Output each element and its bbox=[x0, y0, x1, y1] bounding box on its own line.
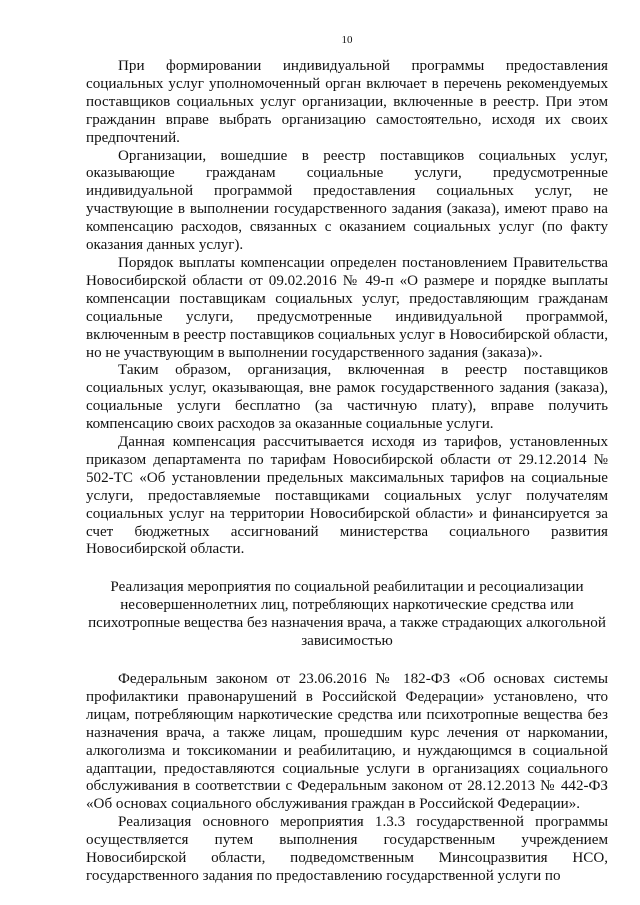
section-heading bbox=[86, 579, 608, 651]
paragraph-program-implementation: Реализация основного мероприятия 1.3.3 государственной программы осуществляется путем выполнения государственным учреждением Новосибирской области, подведомственным Минсоцразвития НСО, государственного задания по предоставлению государственной услуги по bbox=[86, 814, 608, 884]
paragraph-compensation-procedure: Порядок выплаты компенсации определен постановлением Правительства Новосибирской области от 09.02.2016 № 49-п «О размере и порядке выплаты компенсации поставщикам социальных услуг, предоставляющим гражданам социальные услуги, предусмотренные индивидуальной программой, включенным в реестр поставщиков социальных услуг в Новосибирской области, но не участвующим в выполнении государственного задания (заказа)». bbox=[86, 254, 608, 361]
section-heading-line: Реализация мероприятия по социальной реабилитации и ресоциализации bbox=[110, 579, 584, 596]
section-heading-line: несовершеннолетних лиц, потребляющих наркотические средства или bbox=[120, 597, 574, 614]
paragraph-compensation-right: Организации, вошедшие в реестр поставщиков социальных услуг, оказывающие гражданам социальные услуги, предусмотренные индивидуальной программой предоставления социальных услуг, не участвующие в выполнении государственного задания (заказа), имеют право на компенсацию расходов, связанных с оказанием социальных услуг (по факту оказания данных услуг). bbox=[86, 147, 608, 254]
paragraph-federal-law: Федеральным законом от 23.06.2016 № 182-ФЗ «Об основах системы профилактики правонарушений в Российской Федерации» установлено, что лицам, потребляющим наркотические средства или психотропные вещества без назначения врача, а также лицам, прошедшим курс лечения от наркомании, алкоголизма и токсикомании и реабилитацию, и нуждающимся в социальной адаптации, предоставляются социальные услуги в организациях социального обслуживания в соответствии с Федеральным законом от 28.12.2013 № 442-ФЗ «Об основах социального обслуживания граждан в Российской Федерации». bbox=[86, 671, 608, 813]
section-heading-line: психотропные вещества без назначения врача, а также страдающих алкогольной bbox=[88, 615, 606, 632]
section-heading-line: зависимостью bbox=[301, 633, 393, 650]
paragraph-tariffs: Данная компенсация рассчитывается исходя из тарифов, установленных приказом департамента по тарифам Новосибирской области от 29.12.2014 № 502-ТС «Об установлении предельных максимальных тарифов на социальные услуги, предоставляемые поставщиками социальных услуг получателям социальных услуг на территории Новосибирской области» и финансируется за счет бюджетных ассигнований министерства социального развития Новосибирской области. bbox=[86, 434, 608, 558]
paragraph-compensation-summary: Таким образом, организация, включенная в реестр поставщиков социальных услуг, оказывающая, вне рамок государственного задания (заказа), социальные услуги бесплатно (за частичную плату), вправе получить компенсацию своих расходов за оказанные социальные услуги. bbox=[86, 362, 608, 433]
paragraph-recommended-providers: При формировании индивидуальной программы предоставления социальных услуг уполномоченный орган включает в перечень рекомендуемых поставщиков социальных услуг организации, включенные в реестр. При этом гражданин вправе выбрать организацию самостоятельно, исходя их своих предпочтений. bbox=[86, 58, 608, 146]
page-number: 10 bbox=[341, 34, 353, 46]
